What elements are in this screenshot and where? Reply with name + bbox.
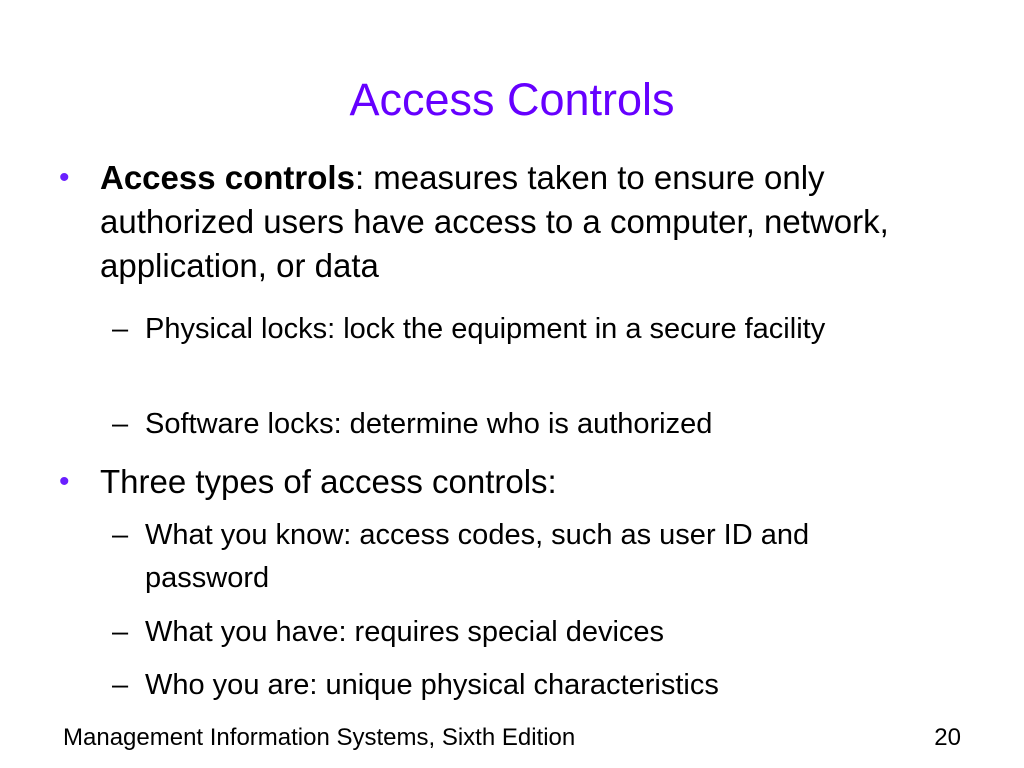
bullet-marker: •	[59, 161, 70, 194]
sub-item-software-locks	[112, 403, 912, 446]
sub-marker: –	[112, 669, 129, 701]
sub-marker: –	[112, 408, 129, 440]
sub-item-what-you-have	[112, 611, 912, 654]
bullet-text	[100, 156, 919, 288]
bullet-text: Three types of access controls:	[100, 463, 557, 500]
bullet-marker: •	[59, 465, 70, 498]
sub-marker: –	[112, 519, 129, 551]
sub-item-text: Who you are: unique physical characteristics	[145, 669, 719, 701]
bullet-item-three-types	[59, 460, 919, 504]
slide-number: 20	[934, 724, 961, 751]
sub-item-what-you-know	[112, 514, 912, 600]
sub-item-text: What you know: access codes, such as user ID and password	[145, 519, 810, 594]
sub-item-who-you-are	[112, 664, 912, 707]
bullet-item-access-controls	[59, 156, 919, 288]
sub-marker: –	[112, 616, 129, 648]
sub-item-text: Physical locks: lock the equipment in a secure facility	[145, 313, 826, 345]
bullet-term: Access controls	[100, 159, 355, 196]
sub-item-text: What you have: requires special devices	[145, 616, 665, 648]
sub-marker: –	[112, 313, 129, 345]
sub-item-text: Software locks: determine who is authorized	[145, 408, 713, 440]
footer-book-title: Management Information Systems, Sixth Edition	[63, 724, 576, 751]
bullet-definition: : measures taken to ensure only authorized users have access to a computer, network, application, or data	[100, 159, 889, 284]
sub-item-physical-locks	[112, 308, 912, 351]
slide-title: Access Controls	[349, 74, 675, 125]
